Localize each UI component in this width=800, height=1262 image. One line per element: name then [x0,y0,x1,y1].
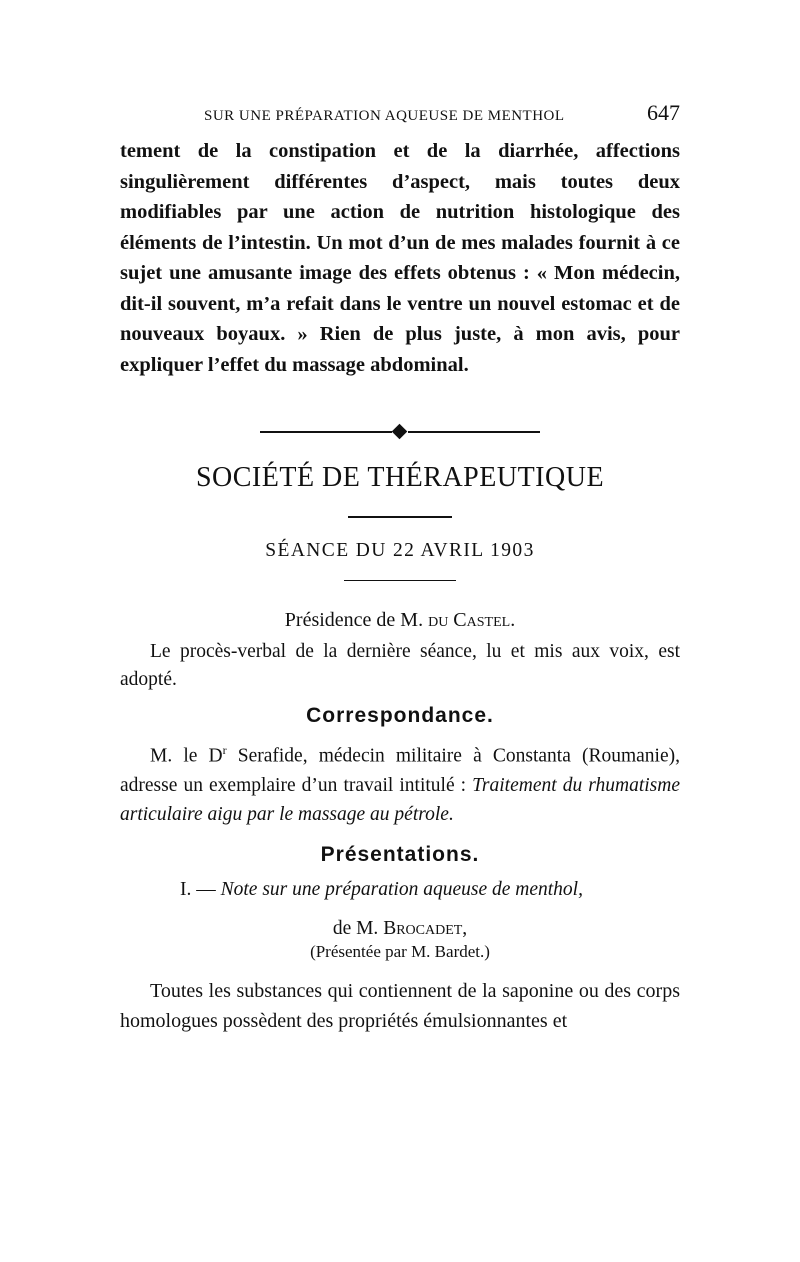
book-page [120,100,680,1037]
running-head-title: SUR UNE PRÉPARATION AQUEUSE DE MENTHOL [204,108,565,124]
correspondence-paragraph [120,736,680,829]
opening-paragraph: tement de la constipation et de la diarrhée, affections singulièrement différentes d’aspect, mais toutes deux modifiables par une action de nutrition histologique des éléments de l’intestin. Un mot d’un de mes malades fournit à ce sujet une amusante image des effets obtenus : « Mon médecin, dit-il souvent, m’a refait dans le ventre un nouvel estomac et de nouveaux boyaux. » Rien de plus juste, à mon avis, pour expliquer l’effet du massage abdominal. [120,140,680,376]
correspondence-text: Serafide, médecin militaire à Constanta (Roumanie), adresse un exemplaire d’un travail intitulé : [120,745,680,796]
ornament-line-left [260,431,392,433]
president-name: du Castel. [428,609,516,631]
author-name: Brocadet, [383,917,468,939]
divider-rule [348,516,452,518]
doctor-superscript: r [222,743,227,757]
author-prefix: de M. [332,917,379,939]
closing-paragraph: Toutes les substances qui contiennent de la saponine ou des corps homologues possèdent des propriétés émulsionnantes et [120,979,680,1032]
divider-rule [344,580,456,582]
presidency-line [120,609,680,632]
work-title: Traitement du rhumatisme articulaire aigu par le massage au pétrole. [120,774,680,825]
society-title: SOCIÉTÉ DE THÉRAPEUTIQUE [195,462,605,493]
running-head [204,100,680,136]
section-ornament [260,422,540,442]
session-title: SÉANCE DU 22 AVRIL 1903 [265,539,535,561]
ornament-line-right [408,431,540,433]
correspondence-heading: Correspondance. [306,704,494,727]
presentation-item [120,875,680,904]
page-number: 647 [647,100,680,125]
presentation-author [120,918,680,940]
presidency-prefix: Présidence de M. [284,609,424,631]
presentation-number: I. — [180,878,221,900]
correspondence-text-start: M. le D [150,745,223,767]
presented-by: (Présentée par M. Bardet.) [310,941,490,961]
presentation-title: Note sur une préparation aqueuse de menthol, [220,878,583,900]
presentations-heading: Présentations. [320,842,480,866]
minutes-paragraph: Le procès-verbal de la dernière séance, lu et mis aux voix, est adopté. [120,641,680,690]
diamond-icon [392,424,408,440]
